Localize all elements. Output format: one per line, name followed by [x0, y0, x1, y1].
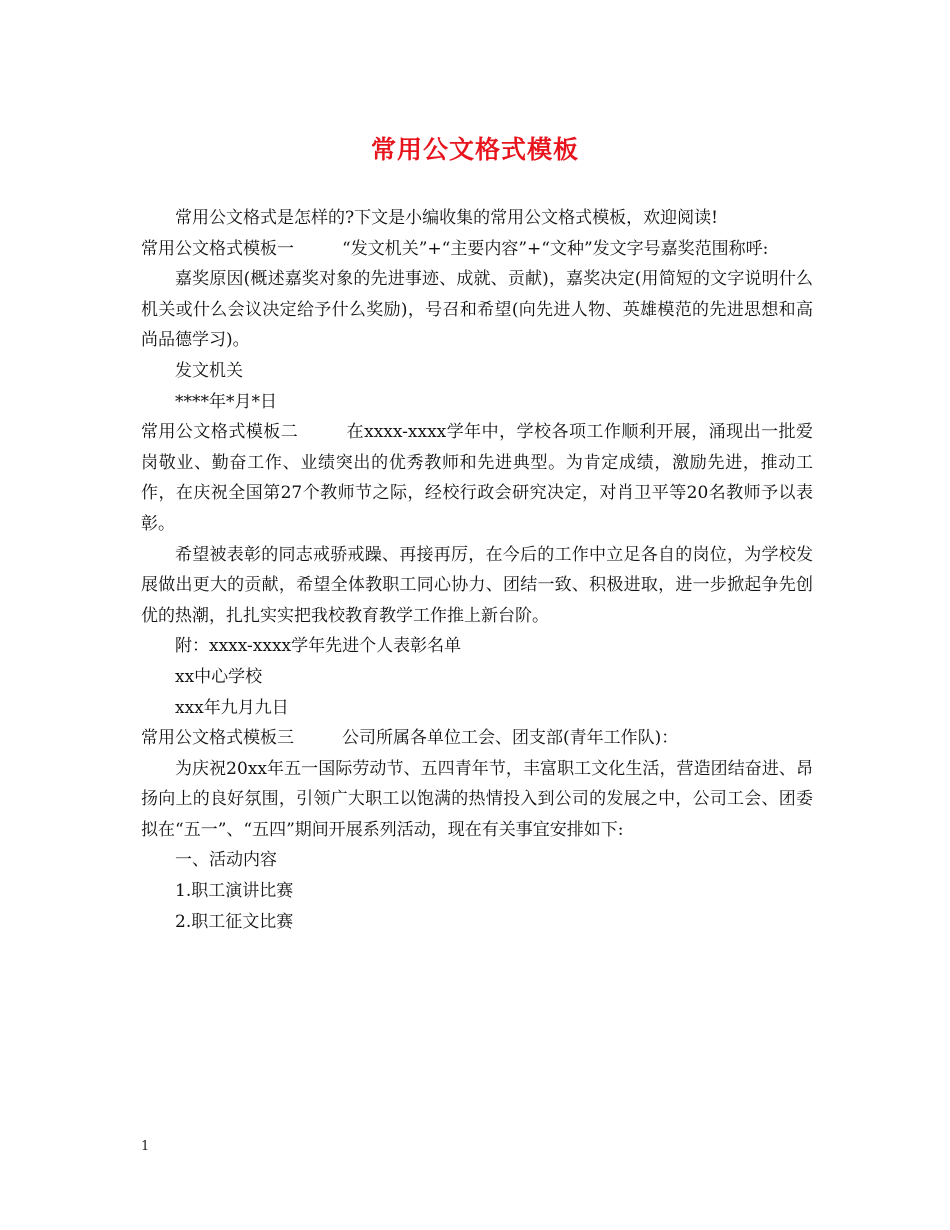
- template3-list-item: 1.职工演讲比赛: [175, 881, 294, 902]
- template1-line1: “发文机关”+“主要内容”+“文种”发文字号嘉奖范围称呼:: [342, 238, 769, 259]
- template2-school: xx中心学校: [175, 666, 263, 687]
- page-number: 1: [141, 1139, 150, 1154]
- template2-heading: 常用公文格式模板二: [141, 422, 299, 443]
- template2-paragraph1: 在xxxx-xxxx学年中，学校各项工作顺利开展，涌现出一批爱岗敬业、勤奋工作、业绩突出的优秀教师和先进典型。为肯定成绩，激励先进，推动工作，在庆祝全国第27个教师节之际，经校行政会研究决定，对肖卫平等20名教师予以表彰。: [141, 422, 813, 534]
- template1-heading: 常用公文格式模板一: [141, 238, 294, 259]
- document-title: 常用公文格式模板: [370, 135, 579, 164]
- intro-paragraph: 常用公文格式是怎样的?下文是小编收集的常用公文格式模板，欢迎阅读!: [175, 208, 718, 228]
- template1-opening: [141, 234, 813, 265]
- template3-opening: [141, 723, 813, 754]
- template2-attachment: 附：xxxx-xxxx学年先进个人表彰名单: [175, 636, 462, 657]
- template3-section-heading: 一、活动内容: [175, 850, 277, 871]
- template2-paragraph2: 希望被表彰的同志戒骄戒躁、再接再厉，在今后的工作中立足各自的岗位，为学校发展做出更大的贡献，希望全体教职工同心协力、团结一致、积极进取，进一步掀起争先创优的热潮，扎扎实实把我校教育教学工作推上新台阶。: [141, 544, 813, 626]
- template3-list-item: 2.职工征文比赛: [175, 911, 294, 932]
- template2-date: xxx年九月九日: [175, 697, 289, 718]
- template3-paragraph: 为庆祝20xx年五一国际劳动节、五四青年节，丰富职工文化生活，营造团结奋进、昂扬向上的良好氛围，引领广大职工以饱满的热情投入到公司的发展之中，公司工会、团委拟在“五一”、“五四”期间开展系列活动，现在有关事宜安排如下:: [141, 758, 813, 840]
- template1-issuer: 发文机关: [175, 360, 243, 381]
- template1-paragraph: 嘉奖原因(概述嘉奖对象的先进事迹、成就、贡献)，嘉奖决定(用简短的文字说明什么机关或什么会议决定给予什么奖励)，号召和希望(向先进人物、英雄模范的先进思想和高尚品德学习)。: [141, 269, 813, 351]
- template2-opening: [141, 417, 813, 539]
- template1-date: ****年*月*日: [175, 391, 277, 412]
- template3-line1: 公司所属各单位工会、团支部(青年工作队)：: [342, 728, 679, 749]
- document-body: [141, 203, 813, 937]
- template3-heading: 常用公文格式模板三: [141, 728, 294, 749]
